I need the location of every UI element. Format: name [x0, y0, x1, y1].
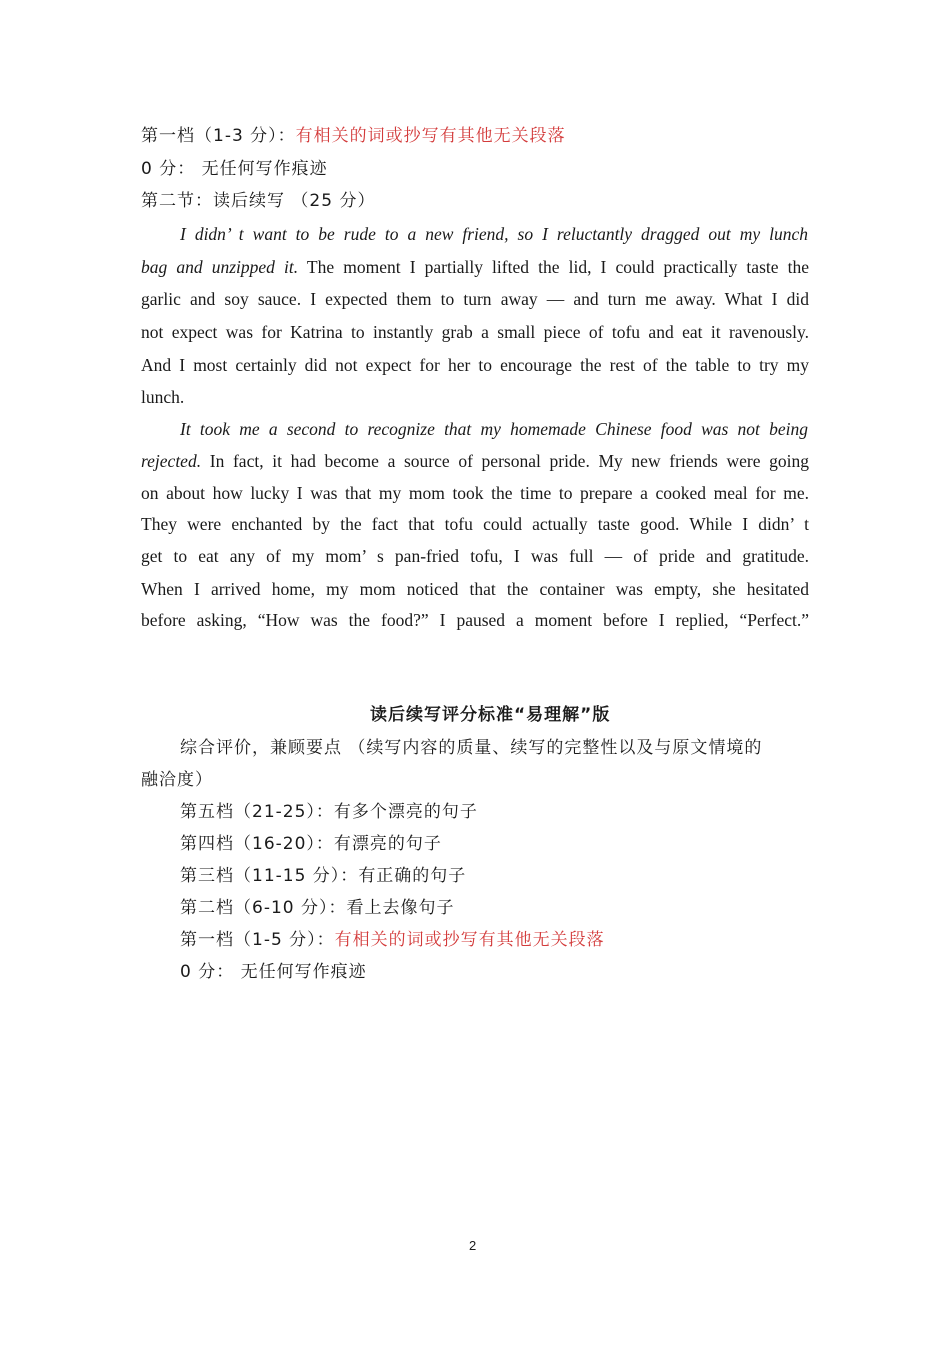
essay-p2-line6: When I arrived home, my mom noticed that the container was empty, she hesitated: [141, 579, 809, 599]
tier-desc: 有漂亮的句子: [333, 834, 442, 854]
essay-p2-line5: get to eat any of my mom’ s pan-fried tofu, I was full — of pride and gratitude.: [141, 546, 809, 566]
essay-p1-line2-rest: The moment I partially lifted the lid, I could practically taste the: [298, 257, 809, 277]
tier-desc: 有正确的句子: [358, 866, 467, 886]
essay-p2-line1: It took me a second to recognize that my homemade Chinese food was not being: [180, 419, 808, 439]
rubric-tier-one: [180, 929, 605, 951]
essay-p2-line7: before asking, “How was the food?” I paused a moment before I replied, “Perfect.”: [141, 610, 809, 630]
tier-one-desc: 有相关的词或抄写有其他无关段落: [295, 126, 566, 146]
page-number: 2: [469, 1238, 477, 1253]
essay-p2-line4: They were enchanted by the fact that tofu could actually taste good. While I didn’ t: [141, 514, 809, 534]
essay-p1-line2-italic: bag and unzipped it.: [141, 257, 299, 277]
essay-p1-line3: garlic and soy sauce. I expected them to turn away — and turn me away. What I did: [141, 289, 809, 309]
tier-desc: 有相关的词或抄写有其他无关段落: [334, 930, 605, 950]
rubric-tier-five: [180, 801, 478, 823]
tier-desc: 看上去像句子: [346, 898, 455, 918]
essay-p1-line2: [141, 256, 809, 278]
tier-label: 第二档（6-10 分）：: [180, 898, 347, 918]
essay-p1-line1: I didn’ t want to be rude to a new friend, so I reluctantly dragged out my lunch: [180, 224, 808, 244]
rubric-tier-four: [180, 833, 442, 855]
rubric-tier-two: [180, 897, 455, 919]
essay-p2-line2-rest: In fact, it had become a source of personal pride. My new friends were going: [201, 451, 809, 471]
tier-one-label: 第一档（1-3 分）：: [141, 126, 296, 146]
essay-p2-line2: [141, 450, 809, 472]
tier-label: 第三档（11-15 分）：: [180, 866, 359, 886]
zero-score-line: 0 分： 无任何写作痕迹: [141, 159, 328, 179]
tier-label: 第四档（16-20）：: [180, 834, 334, 854]
essay-p1-line5: And I most certainly did not expect for her to encourage the rest of the table to try my: [141, 355, 809, 375]
rubric-intro-line1: 综合评价，兼顾要点 （续写内容的质量、续写的完整性以及与原文情境的: [180, 738, 763, 758]
rubric-intro-line2: 融洽度）: [141, 770, 213, 790]
section-two-heading: 第二节：读后续写 （25 分）: [141, 191, 376, 211]
essay-p1-line4: not expect was for Katrina to instantly grab a small piece of tofu and eat it ravenously.: [141, 322, 809, 342]
essay-p1-line6: lunch.: [141, 387, 185, 407]
rubric-tier-three: [180, 865, 466, 887]
tier-label: 第一档（1-5 分）：: [180, 930, 335, 950]
tier-desc: 有多个漂亮的句子: [333, 802, 478, 822]
tier-label: 第五档（21-25）：: [180, 802, 334, 822]
essay-p2-line2-italic: rejected.: [141, 451, 202, 471]
tier-one-line: [141, 125, 566, 147]
rubric-zero-score: 0 分： 无任何写作痕迹: [180, 962, 367, 982]
essay-p2-line3: on about how lucky I was that my mom took the time to prepare a cooked meal for me.: [141, 483, 809, 503]
rubric-title: 读后续写评分标准“易理解”版: [370, 705, 611, 725]
